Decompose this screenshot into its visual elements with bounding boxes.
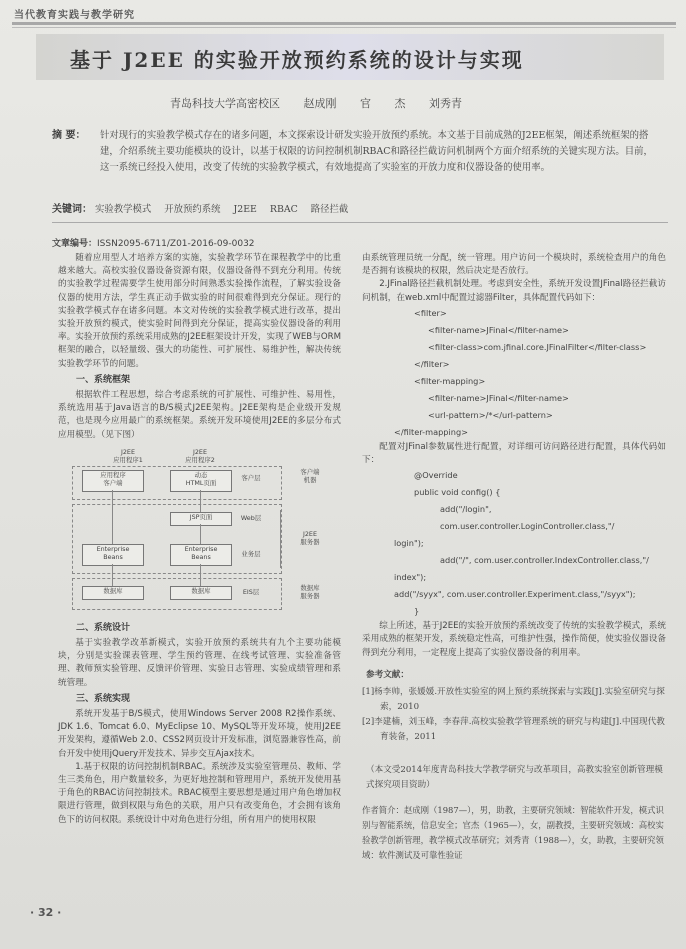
keywords — [52, 200, 652, 215]
paragraph: 2.JFinal路径拦截机制处理。考虑到安全性，系统开发设置JFinal路径拦截访问机制，在web.xml中配置过滤器Filter，具体配置代码如下： — [362, 279, 666, 303]
header-rule-thin — [12, 27, 676, 28]
author-affiliation: 青岛科技大学高密校区 — [170, 97, 280, 110]
section-heading: 二、系统设计 — [76, 622, 131, 633]
diagram-node: 数据库 — [170, 586, 232, 600]
code-line: <filter-mapping> — [414, 375, 486, 386]
diagram-connector — [200, 524, 201, 544]
keyword-list — [95, 204, 358, 215]
funding-note: （本文受2014年度青岛科技大学教学研究与改革项目，高教实验室创新管理模式探究项目资助） — [366, 764, 663, 790]
keywords-divider — [52, 222, 668, 223]
keywords-label: 关键词： — [52, 204, 92, 215]
intro-paragraph: 随着应用型人才培养方案的实施，实验教学环节在课程教学中的比重越来越大。高校实验仪器设备资源有限，仪器设备得不到充分利用。传统的实验教学过程需要学生使用部分时间熟悉实验操作流程，了解实验设备仪器的使用方法，学生真正动手做实验的时间很难得到充分保证。现行的实验教学模式存在诸多问题。本文对传统的实验教学模式进行改革，提出实验开放预约模式，使实验时间得到充分保证，提高实验仪器设备的利用率。实验开放预约系统采用成熟的J2EE框架设计开发，实现了WEB与ORM框架的融合，以轻量级、强大的功能性、可扩展性、易维护性，解决传统实验教学环节的问题。 — [58, 253, 341, 369]
diagram-node: Enterprise Beans — [170, 544, 232, 566]
paragraph: 1.基于权限的访问控制机制RBAC。系统涉及实验室管理员、教师、学生三类角色，用户数量较多，为更好地控制和管理用户，系统开发使用基于角色的RBAC访问控制技术。RBAC模型主要思想是通过用户角色增加权限进行管理，做到权限与角色的关联，用户只有改变角色，才会拥有该角色下的访问权限。系统设计中对角色进行分组，所有用户的使用权限 — [58, 761, 341, 825]
diagram-label: J2EE 应用程序2 — [185, 447, 215, 464]
diagram-label: J2EE 应用程序1 — [113, 447, 143, 464]
page-number: · 32 · — [30, 906, 62, 919]
diagram-node: Enterprise Beans — [82, 544, 144, 566]
author-name: 赵成刚 — [303, 97, 337, 110]
diagram-connector — [112, 490, 113, 544]
j2ee-architecture-diagram — [58, 448, 338, 616]
code-line: <filter> — [414, 307, 447, 318]
diagram-label: 客户层 — [241, 473, 261, 482]
code-line: </filter-mapping> — [394, 426, 469, 437]
code-line: index"); — [394, 572, 427, 583]
diagram-label: J2EE 服务器 — [300, 529, 320, 546]
diagram-connector — [200, 490, 201, 512]
left-column — [58, 252, 341, 827]
diagram-connector — [200, 564, 201, 586]
diagram-node: 数据库 — [82, 586, 144, 600]
reference-item: [2]李建楠，刘玉峰，李春萍.高校实验教学管理系统的研究与构建[J].中国现代教育装备，2011 — [362, 716, 665, 742]
route-config-code — [362, 467, 666, 620]
diagram-label: 业务层 — [241, 549, 261, 558]
code-line: <filter-name>JFinal</filter-name> — [428, 324, 569, 335]
section-heading: 三、系统实现 — [76, 693, 131, 704]
code-line: add("/syyx", com.user.controller.Experiment.class,"/syyx"); — [394, 589, 636, 600]
code-line: </filter> — [414, 358, 450, 369]
diagram-node: 应用程序 客户端 — [82, 470, 144, 492]
reference-item: [1]杨李帅，张媛媛.开放性实验室的网上预约系统探索与实践[J].实验室研究与探索，2010 — [362, 686, 665, 712]
keyword: J2EE — [233, 204, 257, 215]
code-line: public void config() { — [414, 487, 501, 498]
author-bio: 作者简介：赵成刚（1987—），男，助教，主要研究领域：智能软件开发，模式识别与智能系统，信息安全；官杰（1965—），女，副教授，主要研究领域：高校实验教学创新管理，教学模式改革研究；刘秀青（1988—），女，助教，主要研究领域：软件测试及可靠性验证 — [362, 804, 664, 860]
keyword: RBAC — [269, 204, 298, 215]
code-line: @Override — [414, 470, 458, 481]
abstract-label: 摘 要： — [52, 130, 86, 141]
code-line: <url-pattern>/*</url-pattern> — [428, 409, 553, 420]
header-rule — [12, 22, 676, 25]
diagram-connector — [280, 510, 281, 568]
abstract-text: 针对现行的实验教学模式存在的诸多问题，本文探索设计研发实验开放预约系统。本文基于目前成熟的J2EE框架，阐述系统框架的搭建，介绍系统主要功能模块的设计，以基于权限的访问控制机制RBAC和路径拦截访问机制两个方面介绍系统的关键实现方法。目前，这一系统已经投入使用，改变了传统的实验教学模式，有效地提高了实验室的开放力度和仪器设备的使用率。 — [100, 130, 653, 173]
code-line: add("/", com.user.controller.IndexController.class,"/ — [440, 555, 649, 566]
diagram-label: 数据库 服务器 — [300, 583, 320, 600]
abstract — [52, 128, 660, 176]
article-number — [52, 236, 255, 249]
keyword: 路径拦截 — [310, 204, 349, 215]
diagram-connector — [112, 564, 113, 586]
paper-title: 基于 J2EE 的实验开放预约系统的设计与实现 — [70, 48, 524, 72]
keyword: 实验教学模式 — [94, 204, 152, 215]
conclusion-paragraph: 综上所述，基于J2EE的实验开放预约系统改变了传统的实验教学模式，系统采用成熟的框架开发，系统稳定性高，可维护性强，操作简便，使实验仪器设备得到充分利用，一定程度上提高了实验仪器设备的利用率。 — [362, 621, 666, 658]
diagram-node: JSP页面 — [170, 512, 232, 526]
journal-header: 当代教育实践与教学研究 — [14, 10, 135, 21]
diagram-label: Web层 — [240, 513, 262, 522]
code-line: } — [414, 606, 420, 617]
paragraph: 由系统管理员统一分配，统一管理。用户访问一个模块时，系统检查用户的角色是否拥有该模块的权限，然后决定是否放行。 — [362, 253, 666, 277]
references — [362, 668, 666, 745]
author-name: 刘秀青 — [429, 97, 462, 110]
code-line: <filter-name>JFinal</filter-name> — [428, 392, 569, 403]
code-line: <filter-class>com.jfinal.core.JFinalFilter</filter-class> — [428, 341, 647, 352]
article-number-label: 文章编号： — [52, 239, 98, 249]
right-column — [362, 252, 666, 863]
diagram-label: 客户端 机器 — [300, 467, 320, 484]
paragraph: 系统开发基于B/S模式，使用Windows Server 2008 R2操作系统、JDK 1.6、Tomcat 6.0、MyEclipse 10、MySQL等开发环境，使用J2EE开发架构，遵循Web 2.0、CSS2网页设计开发标准，浏览器兼容性高，前台开发中使用jQuery开发技术、异步交互Ajax技术。 — [58, 709, 341, 759]
section-heading: 一、系统框架 — [76, 374, 131, 385]
author-line — [170, 95, 462, 111]
keyword: 开放预约系统 — [164, 204, 221, 215]
author-name: 官 杰 — [360, 97, 406, 110]
references-title: 参考文献： — [366, 669, 409, 680]
filter-config-code — [362, 305, 666, 441]
diagram-label: EIS层 — [242, 587, 260, 596]
code-line: add("/login", com.user.controller.LoginController.class,"/ — [440, 504, 615, 532]
paragraph: 配置对JFinal参数属性进行配置，对详细可访问路径进行配置，具体代码如下： — [362, 441, 666, 466]
article-number-value: ISSN2095-6711/Z01-2016-09-0032 — [97, 239, 255, 249]
paragraph: 根据软件工程思想，综合考虑系统的可扩展性、可维护性、易用性，系统选用基于Java语言的B/S模式J2EE架构。J2EE架构是企业级开发规范，也是现今应用最广的系统框架。系统开发环境使用J2EE的多层分布式应用模型。（见下图） — [58, 390, 341, 440]
paragraph: 基于实验教学改革新模式，实验开放预约系统共有九个主要功能模块，分别是实验课表管理、学生预约管理、在线考试管理、实验准备管理、教师预实验管理、反馈评价管理、实验日志管理、实验成绩管理和系统管理。 — [58, 638, 341, 688]
diagram-node: 动态 HTML页面 — [170, 470, 232, 492]
code-line: login"); — [394, 538, 424, 549]
